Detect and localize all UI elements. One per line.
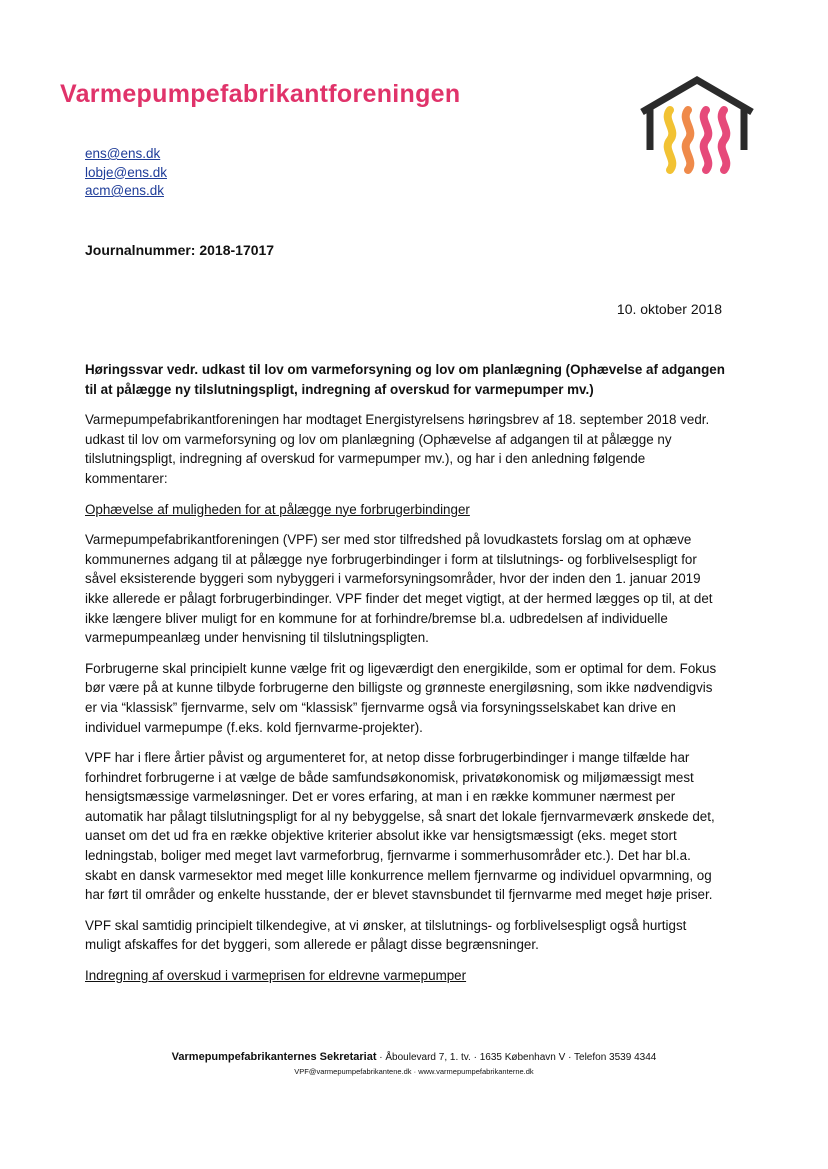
journal-number: Journalnummer: 2018-17017	[85, 242, 275, 258]
paragraph-1: Varmepumpefabrikantforeningen (VPF) ser med stor tilfredshed på lovudkastets forslag om at ophæve kommunernes adgang til at pålægge nye forbrugerbindinger i form at tilslutnings- og forblivelsespligt for såvel eksisterende byggeri som nybyggeri i varmeforsyningsområder, hvor der inden den 1. januar 2019 ikke allerede er pålagt forbrugerbindinger. VPF finder det meget vigtigt, at der hermed lægges op til, at det ikke længere bliver muligt for en kommune for at forhindre/bremse bl.a. udbredelsen af individuelle varmepumpeanlæg under henvisning til tilslutningspligten.	[85, 532, 713, 646]
footer-address-line	[0, 1051, 828, 1063]
footer-contact: VPF@varmepumpefabrikantene.dk · www.varmepumpefabrikanterne.dk	[294, 1067, 534, 1076]
house-heat-logo-icon	[638, 74, 756, 179]
paragraph-4: VPF skal samtidig principielt tilkendegive, at vi ønsker, at tilslutnings- og forblivelsespligt også hurtigst muligt afskaffes for det byggeri, som allerede er pålagt disse begrænsninger.	[85, 917, 687, 953]
letter-date: 10. oktober 2018	[616, 301, 722, 317]
email-link-acm[interactable]: acm@ens.dk	[85, 183, 164, 198]
footer-address: · Åboulevard 7, 1. tv. · 1635 København V · Telefon 3539 4344	[379, 1052, 657, 1063]
email-link-ens[interactable]: ens@ens.dk	[85, 146, 161, 161]
letter-footer	[0, 1051, 828, 1076]
email-link-lobje[interactable]: lobje@ens.dk	[85, 164, 168, 180]
intro-paragraph: Varmepumpefabrikantforeningen har modtaget Energistyrelsens høringsbrev af 18. september 2018 vedr. udkast til lov om varmeforsyning og lov om planlægning (Ophævelse af adgangen til at pålægge ny tilslutningspligt, indregning af overskud for varmepumper mv.), og har i den anledning følgende kommentarer:	[85, 412, 710, 486]
paragraph-2: Forbrugerne skal principielt kunne vælge frit og ligeværdigt den energikilde, som er optimal for dem. Fokus bør være på at kunne tilbyde forbrugerne den billigste og grønneste energiløsning, som ikke nødvendigvis er via “klassisk” fjernvarme, selv om “klassisk” fjernvarme også via forsyningsselskabet kan drive en individuel varmepumpe (f.eks. kold fjernvarme-projekter).	[85, 660, 717, 735]
section-heading-overskud: Indregning af overskud i varmeprisen for eldrevne varmepumper	[85, 968, 467, 984]
footer-secretariat: Varmepumpefabrikanternes Sekretariat	[171, 1051, 377, 1063]
letter-body	[85, 360, 725, 997]
recipient-emails	[85, 145, 167, 201]
organization-name: Varmepumpefabrikantforeningen	[60, 80, 461, 108]
subject-line: Høringssvar vedr. udkast til lov om varmeforsyning og lov om planlægning (Ophævelse af adgangen til at pålægge ny tilslutningspligt, indregning af overskud for varmepumper mv.)	[85, 362, 725, 397]
section-heading-forbrugerbindinger: Ophævelse af muligheden for at pålægge nye forbrugerbindinger	[85, 501, 470, 517]
paragraph-3: VPF har i flere årtier påvist og argumenteret for, at netop disse forbrugerbindinger i mange tilfælde har forhindret forbrugerne i at vælge de både samfundsøkonomisk, privatøkonomisk og miljømæssigt mest hensigtsmæssige varmeløsninger. Det er vores erfaring, at man i en række kommuner nærmest per automatik har pålagt tilslutningspligt for al ny bebyggelse, så snart det lokale fjernvarmeværk ønskede det, uanset om det ud fra en række objektive kriterier absolut ikke var hensigtsmæssigt (eks. meget stort ledningstab, boliger med meget lavt varmeforbrug, fjernvarme i sommerhusområder etc.). Det har bl.a. skabt en dansk varmesektor med meget lille konkurrence mellem fjernvarme og individuel opvarmning, og har ført til områder og enkelte husstande, der er blevet stavnsbundet til fjernvarme med meget høje priser.	[85, 750, 715, 903]
